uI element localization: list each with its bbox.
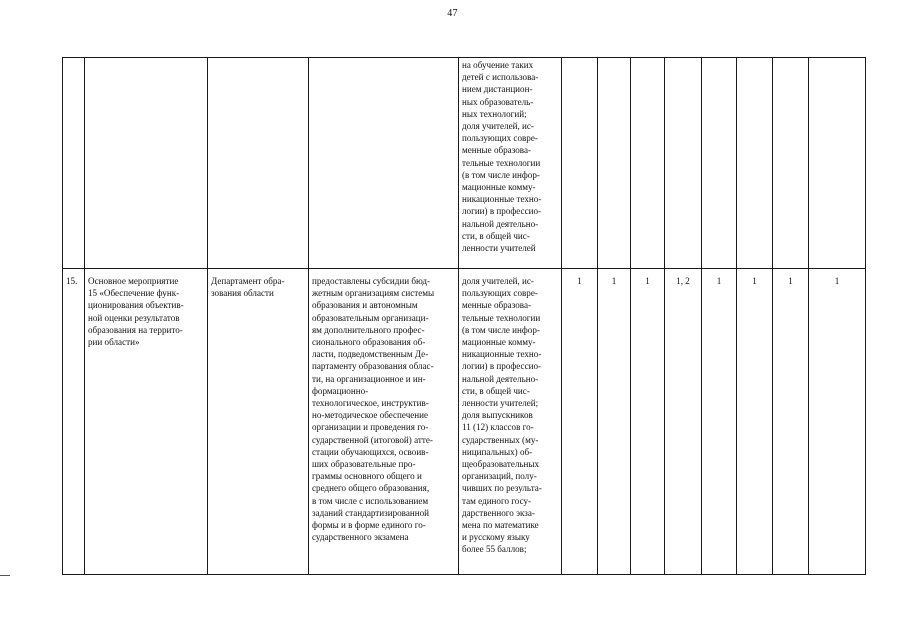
indicator-cell: на обучение таких детей с использова- нием дистанцион- ных образователь- ных технологий; доля учителей, ис- пользующих совре- менные образова- тельные технологии (в том числе инфор- мационные комму- никационные техно- логии) в профессио- нальной деятельно- сти, в общей чис- ленности учителей <box>459 58 562 269</box>
value-cell: 1 <box>773 269 809 575</box>
table-row <box>63 269 866 575</box>
table-row <box>63 58 866 269</box>
value-cell <box>809 58 866 269</box>
result-cell: предоставлены субсидии бюд- жетным организациям системы образования и автономным образовательным организаци- ям дополнительного профес- сионального образования об- ласти, подведомственным Де- партаменту образования облас- ти, на организационное и ин- формационно- технологическое, инструктив- но-методическое обеспечение организации и проведения го- сударственной (итоговой) атте- стации обучающихся, освоив- ших образовательные про- граммы основного общего и среднего общего образования, в том числе с использованием заданий стандартизированной формы и в форме единого го- сударственного экзамена <box>309 269 459 575</box>
executor-cell: Департамент обра- зования области <box>208 269 309 575</box>
indicator-cell: доля учителей, ис- пользующих совре- менные образова- тельные технологии (в том числе инфор- мационные комму- никационные техно- логии) в профессио- нальной деятельно- сти, в общей чис- ленности учителей; доля выпускников 11 (12) классов го- сударственных (му- ниципальных) об- щеобразовательных организаций, полу- чивших по результа- там единого госу- дарственного экза- мена по математике и русскому языку более 55 баллов; <box>459 269 562 575</box>
executor-cell <box>208 58 309 269</box>
value-cell <box>737 58 773 269</box>
row-number: 15. <box>63 269 85 575</box>
row-number <box>63 58 85 269</box>
event-cell <box>85 58 208 269</box>
value-cell: 1 <box>737 269 773 575</box>
program-table <box>62 57 866 575</box>
value-cell <box>773 58 809 269</box>
value-cell <box>665 58 702 269</box>
value-cell: 1 <box>631 269 665 575</box>
result-cell <box>309 58 459 269</box>
value-cell: 1 <box>702 269 737 575</box>
page-number: 47 <box>447 8 458 19</box>
value-cell: 1 <box>598 269 631 575</box>
value-cell <box>702 58 737 269</box>
value-cell: 1, 2 <box>665 269 702 575</box>
value-cell: 1 <box>562 269 598 575</box>
value-cell <box>562 58 598 269</box>
margin-mark <box>0 575 10 576</box>
value-cell: 1 <box>809 269 866 575</box>
value-cell <box>631 58 665 269</box>
value-cell <box>598 58 631 269</box>
event-cell: Основное мероприятие 15 «Обеспечение функ- ционирования объектив- ной оценки результатов образования на террито- рии области» <box>85 269 208 575</box>
